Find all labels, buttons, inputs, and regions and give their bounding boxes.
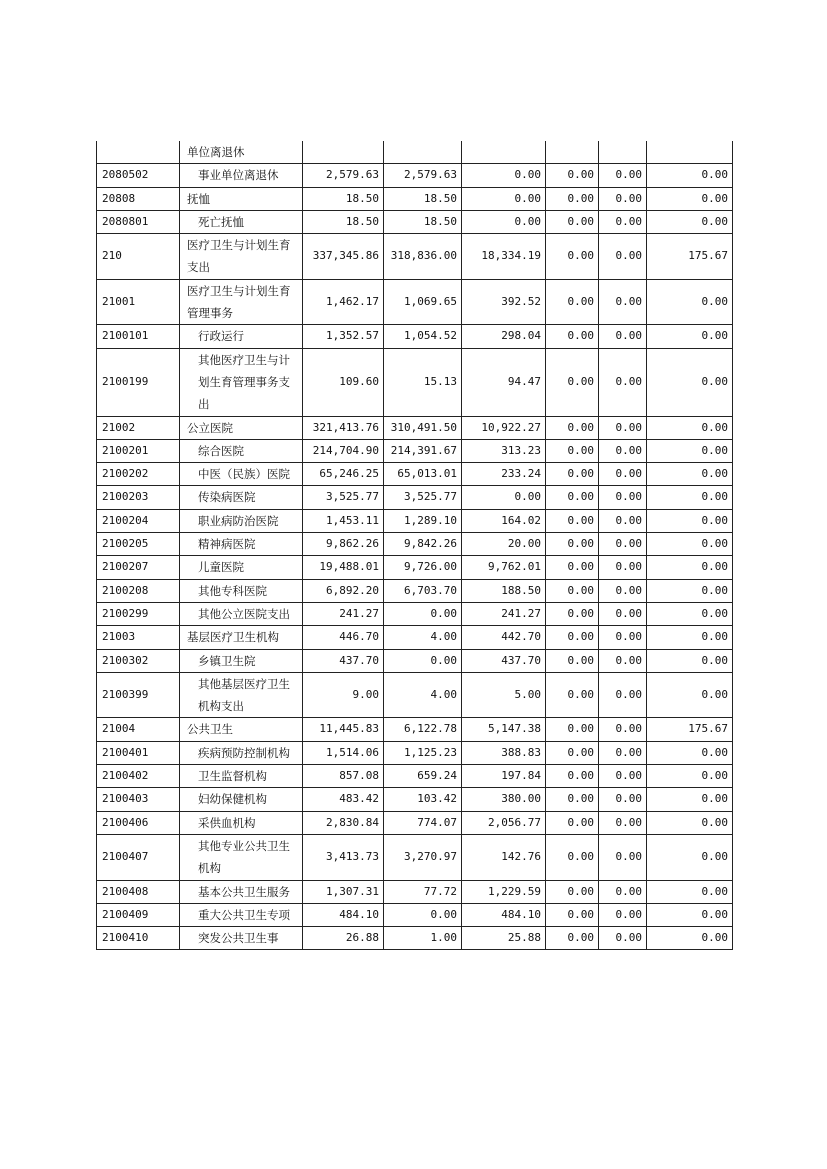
amount-cell: 0.00 bbox=[546, 279, 599, 325]
amount-cell: 484.10 bbox=[462, 903, 546, 926]
amount-cell: 0.00 bbox=[599, 927, 647, 950]
amount-cell: 175.67 bbox=[647, 718, 733, 741]
item-name: 中医（民族）医院 bbox=[180, 463, 303, 486]
item-name: 妇幼保健机构 bbox=[180, 788, 303, 811]
amount-cell: 298.04 bbox=[462, 325, 546, 348]
amount-cell: 0.00 bbox=[546, 325, 599, 348]
amount-cell: 18.50 bbox=[384, 187, 462, 210]
table-body bbox=[97, 141, 733, 950]
amount-cell: 3,525.77 bbox=[303, 486, 384, 509]
amount-cell: 0.00 bbox=[599, 903, 647, 926]
amount-cell: 0.00 bbox=[647, 416, 733, 439]
item-name: 医疗卫生与计划生育管理事务 bbox=[180, 279, 303, 325]
amount-cell: 0.00 bbox=[546, 903, 599, 926]
item-code: 2100410 bbox=[97, 927, 180, 950]
amount-cell: 0.00 bbox=[546, 649, 599, 672]
amount-cell: 0.00 bbox=[546, 439, 599, 462]
amount-cell: 65,013.01 bbox=[384, 463, 462, 486]
item-name: 职业病防治医院 bbox=[180, 509, 303, 532]
amount-cell: 0.00 bbox=[647, 210, 733, 233]
item-name: 疾病预防控制机构 bbox=[180, 741, 303, 764]
amount-cell: 10,922.27 bbox=[462, 416, 546, 439]
amount-cell: 0.00 bbox=[647, 834, 733, 880]
amount-cell: 3,413.73 bbox=[303, 834, 384, 880]
item-code: 2100208 bbox=[97, 579, 180, 602]
item-code: 2080801 bbox=[97, 210, 180, 233]
table-row bbox=[97, 141, 733, 164]
item-name: 事业单位离退休 bbox=[180, 164, 303, 187]
item-code: 2100101 bbox=[97, 325, 180, 348]
table-row bbox=[97, 279, 733, 325]
amount-cell: 3,525.77 bbox=[384, 486, 462, 509]
item-code: 2080502 bbox=[97, 164, 180, 187]
table-row bbox=[97, 210, 733, 233]
amount-cell: 0.00 bbox=[647, 533, 733, 556]
amount-cell: 0.00 bbox=[546, 579, 599, 602]
amount-cell: 442.70 bbox=[462, 626, 546, 649]
table-row bbox=[97, 718, 733, 741]
amount-cell: 18.50 bbox=[303, 210, 384, 233]
table-row bbox=[97, 811, 733, 834]
table-row bbox=[97, 486, 733, 509]
amount-cell: 0.00 bbox=[599, 788, 647, 811]
amount-cell: 15.13 bbox=[384, 348, 462, 416]
amount-cell: 321,413.76 bbox=[303, 416, 384, 439]
item-code: 2100402 bbox=[97, 765, 180, 788]
amount-cell: 0.00 bbox=[599, 416, 647, 439]
amount-cell: 0.00 bbox=[546, 486, 599, 509]
amount-cell: 19,488.01 bbox=[303, 556, 384, 579]
amount-cell: 659.24 bbox=[384, 765, 462, 788]
amount-cell: 9,842.26 bbox=[384, 533, 462, 556]
amount-cell: 1,289.10 bbox=[384, 509, 462, 532]
amount-cell: 103.42 bbox=[384, 788, 462, 811]
amount-cell: 483.42 bbox=[303, 788, 384, 811]
amount-cell: 0.00 bbox=[546, 927, 599, 950]
amount-cell: 6,892.20 bbox=[303, 579, 384, 602]
table-row bbox=[97, 234, 733, 280]
amount-cell: 0.00 bbox=[647, 463, 733, 486]
table-row bbox=[97, 325, 733, 348]
amount-cell: 164.02 bbox=[462, 509, 546, 532]
table-row bbox=[97, 556, 733, 579]
table-row bbox=[97, 765, 733, 788]
amount-cell: 1,054.52 bbox=[384, 325, 462, 348]
item-name: 采供血机构 bbox=[180, 811, 303, 834]
amount-cell: 0.00 bbox=[599, 234, 647, 280]
item-name: 行政运行 bbox=[180, 325, 303, 348]
amount-cell: 9,862.26 bbox=[303, 533, 384, 556]
amount-cell: 0.00 bbox=[546, 164, 599, 187]
item-code: 210 bbox=[97, 234, 180, 280]
amount-cell: 0.00 bbox=[462, 187, 546, 210]
item-name: 综合医院 bbox=[180, 439, 303, 462]
amount-cell: 233.24 bbox=[462, 463, 546, 486]
amount-cell: 0.00 bbox=[384, 602, 462, 625]
item-name: 传染病医院 bbox=[180, 486, 303, 509]
item-code: 2100302 bbox=[97, 649, 180, 672]
amount-cell: 0.00 bbox=[647, 880, 733, 903]
amount-cell: 1,453.11 bbox=[303, 509, 384, 532]
amount-cell: 0.00 bbox=[546, 880, 599, 903]
item-code: 21002 bbox=[97, 416, 180, 439]
amount-cell: 241.27 bbox=[303, 602, 384, 625]
amount-cell: 9.00 bbox=[303, 672, 384, 718]
table-row bbox=[97, 903, 733, 926]
amount-cell: 0.00 bbox=[546, 210, 599, 233]
budget-table bbox=[96, 141, 733, 950]
amount-cell: 0.00 bbox=[462, 486, 546, 509]
item-code: 2100407 bbox=[97, 834, 180, 880]
amount-cell: 0.00 bbox=[462, 164, 546, 187]
item-name: 医疗卫生与计划生育支出 bbox=[180, 234, 303, 280]
amount-cell: 0.00 bbox=[546, 811, 599, 834]
amount-cell: 0.00 bbox=[546, 463, 599, 486]
amount-cell bbox=[303, 141, 384, 164]
amount-cell: 0.00 bbox=[599, 509, 647, 532]
item-name: 单位离退休 bbox=[180, 141, 303, 164]
item-name: 突发公共卫生事 bbox=[180, 927, 303, 950]
item-code: 2100207 bbox=[97, 556, 180, 579]
amount-cell: 0.00 bbox=[647, 649, 733, 672]
amount-cell: 0.00 bbox=[647, 927, 733, 950]
item-code: 2100399 bbox=[97, 672, 180, 718]
amount-cell: 1.00 bbox=[384, 927, 462, 950]
amount-cell bbox=[599, 141, 647, 164]
amount-cell: 65,246.25 bbox=[303, 463, 384, 486]
amount-cell: 0.00 bbox=[647, 509, 733, 532]
item-name: 乡镇卫生院 bbox=[180, 649, 303, 672]
table-row bbox=[97, 348, 733, 416]
amount-cell: 2,056.77 bbox=[462, 811, 546, 834]
item-code: 2100201 bbox=[97, 439, 180, 462]
amount-cell: 26.88 bbox=[303, 927, 384, 950]
item-name: 抚恤 bbox=[180, 187, 303, 210]
item-name: 死亡抚恤 bbox=[180, 210, 303, 233]
amount-cell: 0.00 bbox=[647, 325, 733, 348]
amount-cell: 0.00 bbox=[546, 602, 599, 625]
item-code: 2100199 bbox=[97, 348, 180, 416]
table-row bbox=[97, 463, 733, 486]
amount-cell: 11,445.83 bbox=[303, 718, 384, 741]
amount-cell bbox=[462, 141, 546, 164]
item-code: 2100204 bbox=[97, 509, 180, 532]
item-code: 2100205 bbox=[97, 533, 180, 556]
amount-cell: 0.00 bbox=[462, 210, 546, 233]
amount-cell: 214,391.67 bbox=[384, 439, 462, 462]
amount-cell: 0.00 bbox=[647, 187, 733, 210]
amount-cell: 0.00 bbox=[647, 788, 733, 811]
amount-cell: 241.27 bbox=[462, 602, 546, 625]
amount-cell: 0.00 bbox=[647, 279, 733, 325]
amount-cell: 0.00 bbox=[546, 672, 599, 718]
table-row bbox=[97, 626, 733, 649]
amount-cell: 0.00 bbox=[546, 765, 599, 788]
amount-cell: 142.76 bbox=[462, 834, 546, 880]
item-code: 20808 bbox=[97, 187, 180, 210]
amount-cell: 77.72 bbox=[384, 880, 462, 903]
amount-cell: 0.00 bbox=[599, 210, 647, 233]
item-name: 公立医院 bbox=[180, 416, 303, 439]
amount-cell: 5.00 bbox=[462, 672, 546, 718]
item-code: 2100203 bbox=[97, 486, 180, 509]
table-row bbox=[97, 509, 733, 532]
amount-cell: 0.00 bbox=[546, 348, 599, 416]
amount-cell: 0.00 bbox=[546, 234, 599, 280]
amount-cell: 6,703.70 bbox=[384, 579, 462, 602]
table-row bbox=[97, 672, 733, 718]
item-code: 2100406 bbox=[97, 811, 180, 834]
table-row bbox=[97, 533, 733, 556]
table-row bbox=[97, 741, 733, 764]
amount-cell: 0.00 bbox=[647, 486, 733, 509]
amount-cell: 0.00 bbox=[599, 556, 647, 579]
amount-cell: 0.00 bbox=[599, 348, 647, 416]
amount-cell: 0.00 bbox=[647, 579, 733, 602]
amount-cell: 0.00 bbox=[647, 602, 733, 625]
amount-cell: 392.52 bbox=[462, 279, 546, 325]
amount-cell: 94.47 bbox=[462, 348, 546, 416]
item-name: 其他医疗卫生与计划生育管理事务支出 bbox=[180, 348, 303, 416]
amount-cell: 0.00 bbox=[546, 509, 599, 532]
amount-cell: 9,762.01 bbox=[462, 556, 546, 579]
item-code: 2100299 bbox=[97, 602, 180, 625]
amount-cell: 380.00 bbox=[462, 788, 546, 811]
item-code: 2100408 bbox=[97, 880, 180, 903]
table-row bbox=[97, 834, 733, 880]
table-row bbox=[97, 880, 733, 903]
amount-cell: 437.70 bbox=[462, 649, 546, 672]
amount-cell: 0.00 bbox=[599, 533, 647, 556]
amount-cell: 0.00 bbox=[546, 788, 599, 811]
amount-cell: 0.00 bbox=[647, 626, 733, 649]
amount-cell: 197.84 bbox=[462, 765, 546, 788]
amount-cell: 446.70 bbox=[303, 626, 384, 649]
amount-cell: 0.00 bbox=[599, 649, 647, 672]
amount-cell: 5,147.38 bbox=[462, 718, 546, 741]
item-code: 21004 bbox=[97, 718, 180, 741]
table-row bbox=[97, 927, 733, 950]
amount-cell: 0.00 bbox=[546, 556, 599, 579]
amount-cell: 0.00 bbox=[599, 880, 647, 903]
amount-cell: 0.00 bbox=[599, 463, 647, 486]
table-row bbox=[97, 439, 733, 462]
amount-cell bbox=[546, 141, 599, 164]
amount-cell: 0.00 bbox=[647, 741, 733, 764]
amount-cell: 0.00 bbox=[599, 741, 647, 764]
item-name: 其他公立医院支出 bbox=[180, 602, 303, 625]
amount-cell: 437.70 bbox=[303, 649, 384, 672]
amount-cell: 0.00 bbox=[599, 279, 647, 325]
item-name: 精神病医院 bbox=[180, 533, 303, 556]
table-row bbox=[97, 187, 733, 210]
item-name: 其他专科医院 bbox=[180, 579, 303, 602]
amount-cell: 0.00 bbox=[546, 533, 599, 556]
amount-cell: 857.08 bbox=[303, 765, 384, 788]
amount-cell: 0.00 bbox=[647, 672, 733, 718]
amount-cell: 20.00 bbox=[462, 533, 546, 556]
item-name: 儿童医院 bbox=[180, 556, 303, 579]
table-row bbox=[97, 416, 733, 439]
amount-cell: 0.00 bbox=[647, 903, 733, 926]
item-code bbox=[97, 141, 180, 164]
item-code: 21001 bbox=[97, 279, 180, 325]
amount-cell: 310,491.50 bbox=[384, 416, 462, 439]
amount-cell: 0.00 bbox=[647, 348, 733, 416]
amount-cell: 337,345.86 bbox=[303, 234, 384, 280]
amount-cell: 6,122.78 bbox=[384, 718, 462, 741]
amount-cell: 0.00 bbox=[599, 672, 647, 718]
amount-cell: 175.67 bbox=[647, 234, 733, 280]
amount-cell: 109.60 bbox=[303, 348, 384, 416]
amount-cell: 2,579.63 bbox=[303, 164, 384, 187]
amount-cell: 0.00 bbox=[546, 718, 599, 741]
amount-cell: 0.00 bbox=[384, 649, 462, 672]
amount-cell: 0.00 bbox=[599, 626, 647, 649]
amount-cell: 1,069.65 bbox=[384, 279, 462, 325]
item-name: 其他基层医疗卫生机构支出 bbox=[180, 672, 303, 718]
amount-cell: 0.00 bbox=[647, 765, 733, 788]
amount-cell: 0.00 bbox=[546, 416, 599, 439]
amount-cell: 2,830.84 bbox=[303, 811, 384, 834]
item-name: 公共卫生 bbox=[180, 718, 303, 741]
amount-cell: 18,334.19 bbox=[462, 234, 546, 280]
amount-cell: 25.88 bbox=[462, 927, 546, 950]
amount-cell: 1,514.06 bbox=[303, 741, 384, 764]
amount-cell: 1,229.59 bbox=[462, 880, 546, 903]
amount-cell: 1,352.57 bbox=[303, 325, 384, 348]
amount-cell bbox=[384, 141, 462, 164]
item-name: 基本公共卫生服务 bbox=[180, 880, 303, 903]
item-name: 卫生监督机构 bbox=[180, 765, 303, 788]
item-code: 2100202 bbox=[97, 463, 180, 486]
item-name: 其他专业公共卫生机构 bbox=[180, 834, 303, 880]
amount-cell bbox=[647, 141, 733, 164]
table-row bbox=[97, 602, 733, 625]
amount-cell: 4.00 bbox=[384, 626, 462, 649]
amount-cell: 1,125.23 bbox=[384, 741, 462, 764]
amount-cell: 188.50 bbox=[462, 579, 546, 602]
amount-cell: 0.00 bbox=[647, 556, 733, 579]
item-code: 2100401 bbox=[97, 741, 180, 764]
amount-cell: 18.50 bbox=[303, 187, 384, 210]
table-row bbox=[97, 788, 733, 811]
amount-cell: 0.00 bbox=[599, 439, 647, 462]
amount-cell: 0.00 bbox=[546, 741, 599, 764]
amount-cell: 0.00 bbox=[599, 718, 647, 741]
amount-cell: 313.23 bbox=[462, 439, 546, 462]
item-code: 2100409 bbox=[97, 903, 180, 926]
amount-cell: 0.00 bbox=[599, 325, 647, 348]
amount-cell: 0.00 bbox=[546, 834, 599, 880]
table-row bbox=[97, 164, 733, 187]
amount-cell: 0.00 bbox=[599, 602, 647, 625]
amount-cell: 0.00 bbox=[546, 187, 599, 210]
amount-cell: 484.10 bbox=[303, 903, 384, 926]
amount-cell: 0.00 bbox=[546, 626, 599, 649]
table-row bbox=[97, 579, 733, 602]
amount-cell: 318,836.00 bbox=[384, 234, 462, 280]
amount-cell: 0.00 bbox=[599, 834, 647, 880]
item-name: 重大公共卫生专项 bbox=[180, 903, 303, 926]
table-row bbox=[97, 649, 733, 672]
amount-cell: 0.00 bbox=[647, 811, 733, 834]
amount-cell: 214,704.90 bbox=[303, 439, 384, 462]
amount-cell: 2,579.63 bbox=[384, 164, 462, 187]
item-code: 21003 bbox=[97, 626, 180, 649]
amount-cell: 0.00 bbox=[384, 903, 462, 926]
amount-cell: 0.00 bbox=[647, 164, 733, 187]
amount-cell: 0.00 bbox=[647, 439, 733, 462]
item-code: 2100403 bbox=[97, 788, 180, 811]
amount-cell: 9,726.00 bbox=[384, 556, 462, 579]
amount-cell: 0.00 bbox=[599, 164, 647, 187]
amount-cell: 0.00 bbox=[599, 811, 647, 834]
amount-cell: 0.00 bbox=[599, 486, 647, 509]
amount-cell: 1,462.17 bbox=[303, 279, 384, 325]
amount-cell: 774.07 bbox=[384, 811, 462, 834]
item-name: 基层医疗卫生机构 bbox=[180, 626, 303, 649]
amount-cell: 0.00 bbox=[599, 765, 647, 788]
amount-cell: 3,270.97 bbox=[384, 834, 462, 880]
amount-cell: 1,307.31 bbox=[303, 880, 384, 903]
amount-cell: 0.00 bbox=[599, 187, 647, 210]
amount-cell: 4.00 bbox=[384, 672, 462, 718]
amount-cell: 388.83 bbox=[462, 741, 546, 764]
amount-cell: 18.50 bbox=[384, 210, 462, 233]
amount-cell: 0.00 bbox=[599, 579, 647, 602]
